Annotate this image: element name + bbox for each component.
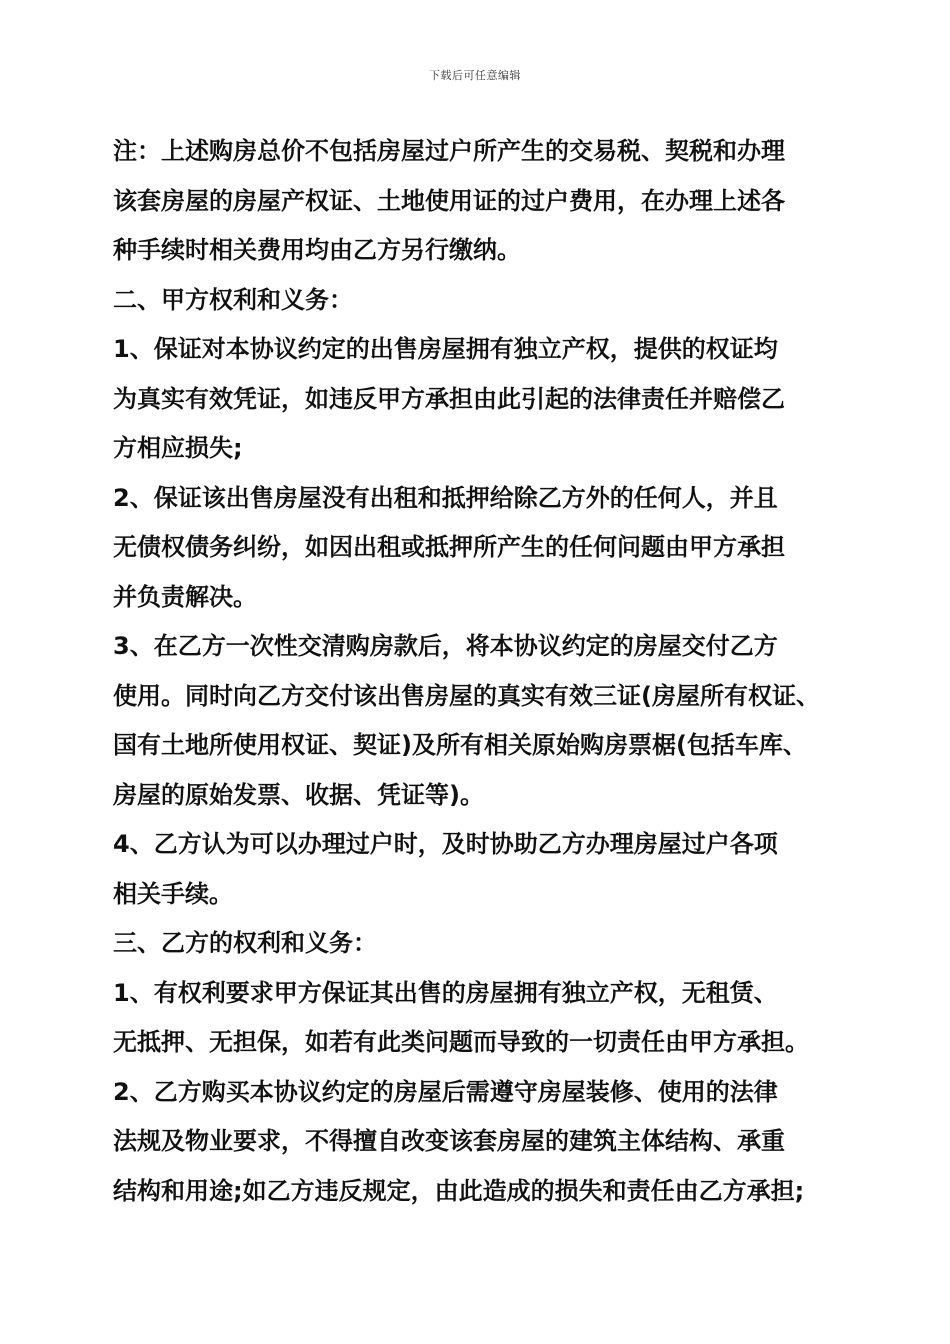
- text-line: 方相应损失;: [113, 434, 243, 462]
- text-line: 4、乙方认为可以办理过户时，及时协助乙方办理房屋过户各项: [113, 830, 778, 858]
- text-line: 法规及物业要求，不得擅自改变该套房屋的建筑主体结构、承重: [113, 1127, 785, 1155]
- text-line: 无债权债务纠纷，如因出租或抵押所产生的任何问题由甲方承担: [113, 533, 785, 561]
- text-line: 结构和用途;如乙方违反规定，由此造成的损失和责任由乙方承担;: [113, 1176, 805, 1205]
- text-line: 1、有权利要求甲方保证其出售的房屋拥有独立产权，无租赁、: [113, 978, 778, 1007]
- text-line: 相关手续。: [113, 879, 233, 908]
- text-line: 注：上述购房总价不包括房屋过户所产生的交易税、契税和办理: [113, 137, 785, 165]
- text-line: 使用。同时向乙方交付该出售房屋的真实有效三证(房屋所有权证、: [113, 681, 820, 710]
- text-line: 3、在乙方一次性交清购房款后，将本协议约定的房屋交付乙方: [113, 632, 778, 660]
- text-line: 房屋的原始发票、收据、凭证等)。: [113, 780, 484, 809]
- section-heading: 三、乙方的权利和义务：: [113, 929, 377, 957]
- text-line: 1、保证对本协议约定的出售房屋拥有独立产权，提供的权证均: [113, 335, 778, 363]
- text-line: 国有土地所使用权证、契证)及所有相关原始购房票椐(包括车库、: [113, 731, 807, 759]
- text-line: 种手续时相关费用均由乙方另行缴纳。: [113, 236, 521, 264]
- section-heading: 二、甲方权利和义务：: [113, 285, 353, 314]
- document-body: [113, 127, 848, 1216]
- page-header: 下载后可任意编辑: [429, 69, 521, 82]
- text-line: 无抵押、无担保，如若有此类问题而导致的一切责任由甲方承担。: [113, 1028, 809, 1056]
- text-line: 2、保证该出售房屋没有出租和抵押给除乙方外的任何人，并且: [113, 483, 778, 512]
- text-line: 为真实有效凭证，如违反甲方承担由此引起的法律责任并赔偿乙: [113, 384, 785, 413]
- text-line: 并负责解决。: [113, 582, 257, 611]
- text-line: 该套房屋的房屋产权证、土地使用证的过户费用，在办理上述各: [113, 186, 785, 215]
- text-line: 2、乙方购买本协议约定的房屋后需遵守房屋装修、使用的法律: [113, 1077, 778, 1106]
